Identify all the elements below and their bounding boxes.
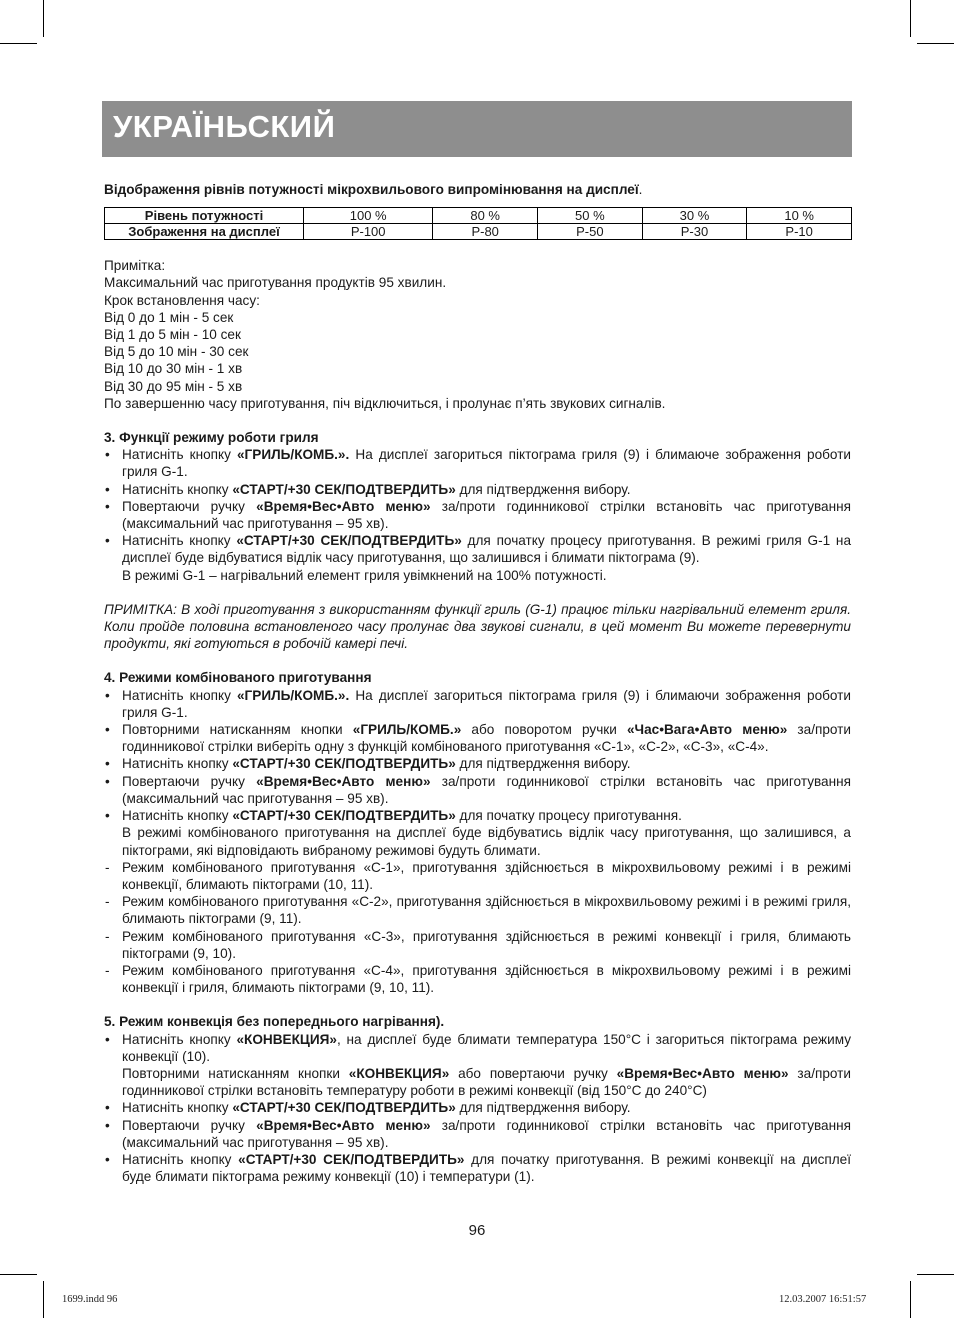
list-item: • Повертаючи ручку «Время•Вес•Авто меню» за/проти годинникової стрілки встановіть час приготування (максимальний час приготування – 95 хв).: [105, 498, 851, 532]
table-cell: 80 %: [433, 208, 538, 224]
list-item: - Режим комбінованого приготування «С-2», приготування здійснюється в мікрохвильовому режимі і в режимі гриля, блимають піктограми (9, 11).: [105, 894, 851, 927]
note-line: Від 10 до 30 мін - 1 хв: [104, 361, 243, 377]
bullet-marker: •: [105, 756, 110, 772]
dash-marker: -: [105, 859, 110, 875]
table-caption: Відображення рівнів потужності мікрохвильового випромінювання на дисплеї.: [104, 182, 643, 197]
table-cell: 100 %: [304, 208, 433, 224]
crop-mark: [0, 43, 37, 44]
table-row: [105, 224, 852, 240]
list-item: • Натисніть кнопку «СТАРТ/+30 СЕК/ПОДТВЕРДИТЬ» для початку приготування. В режимі конвекції на дисплеї буде блимати піктограма режиму конвекції (10) і температури (1).: [105, 1151, 852, 1185]
crop-mark: [0, 1274, 37, 1275]
list-item: • Натисніть кнопку «ГРИЛЬ/КОМБ.». На дисплеї загориться піктограма гриля (9) і блимаюче зображення роботи гриля G-1.: [105, 447, 852, 480]
list-item: • Натисніть кнопку «СТАРТ/+30 СЕК/ПОДТВЕРДИТЬ» для початку процесу приготування. В режимі комбінованого приготування на дисплеї буде відбуватись відлік часу приготування, що залишився, а піктограми, які відповідають вибраному режимові будуть блимати.: [105, 808, 851, 858]
note-line: По завершенню часу приготування, піч відключиться, і пролунає п’ять звукових сигналів.: [104, 395, 666, 411]
list-item: - Режим комбінованого приготування «С-3», приготування здійснюється в режимі конвекції і гриля, блимають піктограми (9, 10).: [105, 928, 851, 961]
table-cell: P-50: [538, 224, 643, 240]
section-banner: [102, 101, 852, 157]
table-cell: P-100: [304, 224, 433, 240]
list-item: • Натисніть кнопку «КОНВЕКЦИЯ», на дисплеї буде блимати температура 150°С і загориться піктограма режиму конвекції (10). Повторними натисканням кнопки «КОНВЕКЦИЯ» або повертаючи ручку «Время•Вес•Авто меню» за/проти годинникової стрілки встановіть температуру роботи в режимі конвекції (від 150°С до 240°С): [105, 1031, 851, 1099]
list-item: - Режим комбінованого приготування «С-4», приготування здійснюється в мікрохвильовому режимі і в режимі конвекції і гриля, блимають піктограми (9, 10, 11).: [105, 962, 851, 996]
row-header: Зображення на дисплеї: [105, 224, 304, 240]
page-heading: УКРАЇНЬСКИЙ: [113, 109, 336, 144]
note-line: Від 5 до 10 мін - 30 сек: [104, 344, 249, 360]
note-line: Від 30 до 95 мін - 5 хв: [104, 378, 243, 394]
note-line: Максимальний час приготування продуктів 95 хвилин.: [104, 275, 447, 291]
bullet-marker: •: [105, 481, 110, 497]
footer-file: 1699.indd 96: [62, 1294, 118, 1305]
list-item: • Натисніть кнопку «СТАРТ/+30 СЕК/ПОДТВЕРДИТЬ» для підтвердження вибору.: [105, 756, 631, 772]
section-title: 3. Функції режиму роботи гриля: [104, 430, 319, 446]
bullet-marker: •: [105, 533, 110, 549]
bullet-marker: •: [105, 773, 110, 789]
crop-mark: [910, 0, 911, 37]
crop-mark: [917, 1274, 954, 1275]
bullet-marker: •: [105, 1151, 110, 1167]
bullet-marker: •: [105, 1031, 110, 1047]
note-line: Від 0 до 1 мін - 5 сек: [104, 309, 234, 325]
page-content: [104, 181, 851, 1185]
crop-mark: [43, 0, 44, 37]
bullet-marker: •: [105, 447, 110, 463]
note-line: Примітка:: [104, 258, 166, 274]
list-item: - Режим комбінованого приготування «С-1», приготування здійснюється в мікрохвильовому режимі і в режимі конвекції, блимають піктограми (10, 11).: [105, 859, 851, 892]
dash-marker: -: [105, 962, 110, 978]
table-cell: P-30: [642, 224, 747, 240]
dash-marker: -: [105, 928, 110, 944]
table-cell: P-80: [433, 224, 538, 240]
crop-mark: [917, 43, 954, 44]
bullet-marker: •: [105, 1100, 110, 1116]
list-item: • Натисніть кнопку «ГРИЛЬ/КОМБ.». На дисплеї загориться піктограма гриля (9) і блимаючи зображення роботи гриля G-1.: [105, 687, 851, 720]
section-title: 5. Режим конвекція без попереднього нагрівання).: [104, 1014, 445, 1030]
bullet-marker: •: [105, 687, 110, 703]
note-line: Від 1 до 5 мін - 10 сек: [104, 327, 241, 343]
dash-marker: -: [105, 894, 110, 910]
power-table: [104, 207, 852, 240]
bullet-marker: •: [105, 808, 110, 824]
bullet-marker: •: [105, 722, 110, 738]
row-header: Рівень потужності: [105, 208, 304, 224]
crop-mark: [910, 1281, 911, 1318]
table-cell: 10 %: [747, 208, 852, 224]
note-line: Крок встановлення часу:: [104, 292, 260, 308]
list-item: • Повторними натисканням кнопки «ГРИЛЬ/КОМБ.» або поворотом ручки «Час•Вага•Авто меню» за/проти годинникової стрілки виберіть одну з функцій комбінованого приготування «С-1», «С-2», «С-3», «С-4».: [105, 722, 851, 755]
remark-note: ПРИМІТКА: В ході приготування з використанням функції гриль (G-1) працює тільки нагрівальний елемент гриля. Коли пройде половина встановленого часу пролунає два звукові сигнали, в цей момент Ви можете перевернути продукти, які готуються в робочій камері печі.: [104, 601, 851, 652]
table-cell: 50 %: [538, 208, 643, 224]
list-item: • Натисніть кнопку «СТАРТ/+30 СЕК/ПОДТВЕРДИТЬ» для початку процесу приготування. В режимі гриля G-1 на дисплеї буде відбуватися відлік часу приготування, що залишився і блимати піктограма (9). В режимі G-1 – нагрівальний елемент гриля увімкнений на 100% потужності.: [105, 533, 852, 583]
section-title: 4. Режими комбінованого приготування: [104, 670, 372, 686]
crop-mark: [43, 1281, 44, 1318]
table-cell: P-10: [747, 224, 852, 240]
footer-timestamp: 12.03.2007 16:51:57: [779, 1294, 867, 1305]
page-number: 96: [468, 1222, 486, 1239]
list-item: • Натисніть кнопку «СТАРТ/+30 СЕК/ПОДТВЕРДИТЬ» для підтвердження вибору.: [105, 1100, 631, 1116]
list-item: • Повертаючи ручку «Время•Вес•Авто меню» за/проти годинникової стрілки встановіть час приготування (максимальний час приготування – 95 хв).: [105, 1117, 851, 1150]
table-row: [105, 208, 852, 224]
list-item: • Натисніть кнопку «СТАРТ/+30 СЕК/ПОДТВЕРДИТЬ» для підтвердження вибору.: [105, 481, 631, 497]
table-cell: 30 %: [642, 208, 747, 224]
list-item: • Повертаючи ручку «Время•Вес•Авто меню» за/проти годинникової стрілки встановіть час приготування (максимальний час приготування – 95 хв).: [105, 773, 851, 806]
bullet-marker: •: [105, 1117, 110, 1133]
bullet-marker: •: [105, 498, 110, 514]
